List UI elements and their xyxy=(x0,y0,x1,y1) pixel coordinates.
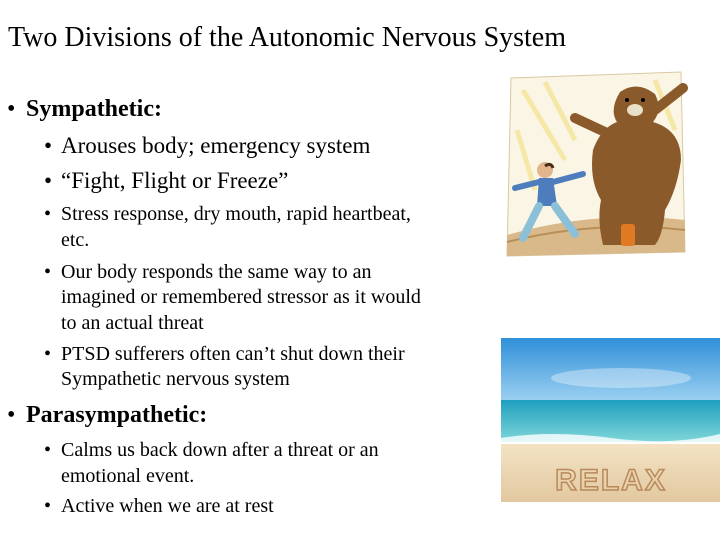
sympathetic-heading: Sympathetic: xyxy=(26,96,162,122)
sympathetic-detail-line: PTSD sufferers often can’t shut down their xyxy=(61,343,405,365)
bullet-icon: • xyxy=(44,261,52,283)
sympathetic-detail-line: to an actual threat xyxy=(61,312,204,334)
sympathetic-detail-line: Sympathetic nervous system xyxy=(61,368,290,390)
sympathetic-point: “Fight, Flight or Freeze” xyxy=(61,168,289,193)
sympathetic-detail-line: imagined or remembered stressor as it would xyxy=(61,286,421,308)
bullet-icon: • xyxy=(44,133,53,158)
slide-title: Two Divisions of the Autonomic Nervous System xyxy=(8,22,567,53)
bullet-icon: • xyxy=(44,168,53,193)
sympathetic-point: Arouses body; emergency system xyxy=(61,133,371,158)
parasympathetic-heading: Parasympathetic: xyxy=(26,402,208,428)
relax-sand-text: RELAX xyxy=(555,464,667,497)
beach-relax-photo xyxy=(501,338,720,502)
sympathetic-detail-line: etc. xyxy=(61,229,90,251)
bullet-icon: • xyxy=(44,495,52,517)
parasympathetic-detail-line: emotional event. xyxy=(61,465,195,487)
bullet-icon: • xyxy=(44,343,52,365)
bullet-icon: • xyxy=(7,96,16,122)
bullet-icon: • xyxy=(7,402,16,428)
sympathetic-detail-line: Stress response, dry mouth, rapid heartbeat, xyxy=(61,203,411,225)
bear-clipart-image xyxy=(505,70,688,260)
parasympathetic-detail-line: Active when we are at rest xyxy=(61,495,274,517)
sympathetic-detail-line: Our body responds the same way to an xyxy=(61,261,372,283)
bullet-icon: • xyxy=(44,203,52,225)
parasympathetic-detail-line: Calms us back down after a threat or an xyxy=(61,439,379,461)
bullet-icon: • xyxy=(44,439,52,461)
